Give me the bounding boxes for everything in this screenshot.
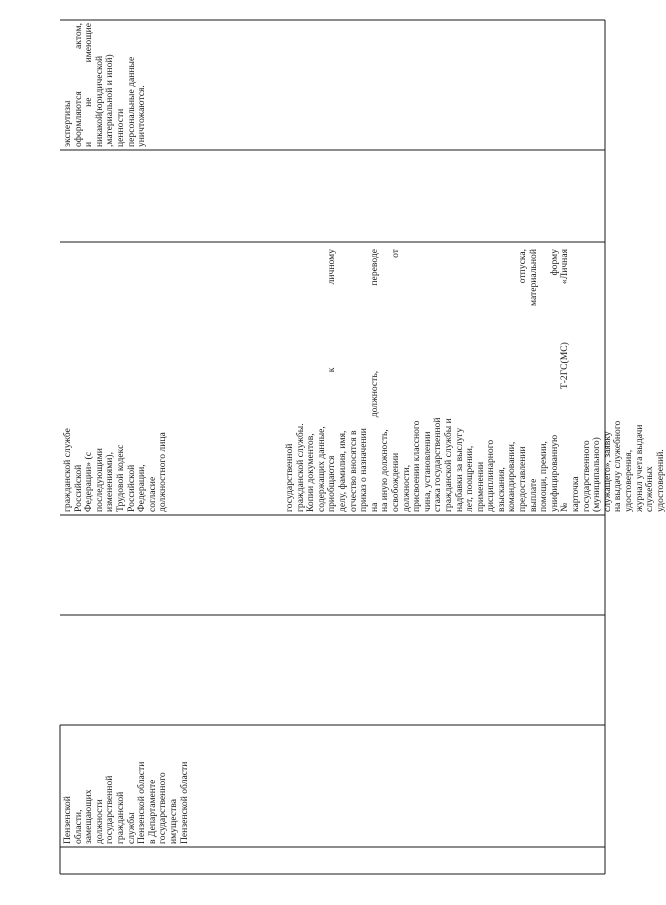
text-line: унифицированную форму: [548, 249, 560, 512]
text-line: лет, поощрении,: [464, 445, 476, 512]
text-line: Пензенской области: [178, 761, 190, 844]
text-line: Российской: [125, 464, 137, 512]
text-line: последующими: [93, 448, 105, 512]
text-line: персональные данные: [125, 56, 137, 147]
cell-expertise-text: [63, 23, 148, 147]
cell-empty-3: [63, 153, 603, 239]
text-line: служащего», заявку: [601, 431, 613, 512]
text-line: в Департаменте: [146, 779, 158, 844]
text-line: должности,: [400, 464, 412, 512]
cell-organization-text: [63, 728, 190, 844]
text-line: имущества: [167, 799, 179, 844]
text-line: приобщаются к личному: [326, 249, 338, 512]
text-line: (муниципального): [591, 437, 603, 512]
cell-documents-text: [285, 249, 666, 512]
text-line: гражданской службе: [62, 428, 73, 512]
text-line: области,: [72, 809, 84, 844]
cell-documents-text-wrap: [63, 245, 666, 512]
text-line: освобождении от: [389, 249, 401, 512]
text-line: Российской: [72, 464, 84, 512]
text-line: государственного: [157, 772, 169, 844]
cell-organization: [63, 728, 603, 844]
text-line: государственной: [284, 443, 295, 512]
cell-empty-2: [63, 518, 603, 612]
text-line: предоставлении отпуска,: [517, 249, 529, 512]
text-line: Пензенской области: [136, 761, 148, 844]
text-line: помощи, премии,: [538, 441, 550, 512]
text-line: должностного лица: [157, 432, 169, 512]
text-line: приказ о назначении: [358, 428, 370, 512]
text-line: стажа государственной: [432, 417, 444, 512]
text-line: государственной: [104, 775, 116, 844]
text-line: службы: [125, 812, 137, 844]
text-line: журнал учета выдачи: [633, 424, 645, 512]
text-line: отчество вносятся в: [347, 430, 359, 512]
text-line: Пензенской: [62, 796, 73, 844]
text-line: Копии документов,: [305, 433, 317, 512]
text-line: на иную должность,: [379, 429, 391, 512]
text-line: никакой(юридической: [93, 55, 105, 147]
text-line: Трудовой кодекс: [114, 444, 126, 512]
text-line: гражданской: [114, 791, 126, 844]
text-line: уничтожаются.: [136, 85, 148, 147]
text-line: удостоверения,: [623, 449, 634, 512]
text-line: экспертизы: [62, 100, 73, 147]
text-line: содержащих данные,: [315, 426, 327, 512]
cell-empty-bottom: [63, 850, 603, 872]
text-line: дисциплинарного: [485, 439, 497, 512]
text-line: должности: [93, 799, 105, 844]
cell-empty-1: [63, 618, 603, 722]
text-line: № Т-2ГС(МС) «Личная: [559, 249, 571, 512]
text-line: Федерации,: [136, 464, 148, 512]
text-line: командировании,: [506, 441, 518, 512]
text-line: гражданской службы.: [294, 423, 306, 512]
text-line: на должность, переводе: [368, 249, 380, 512]
text-line: замещающих: [83, 789, 95, 844]
text-line: ценности: [114, 108, 126, 147]
text-line: Федерации» (с: [83, 452, 95, 512]
text-line: чина, установлении: [421, 431, 433, 512]
text-line: оформляются актом,: [72, 23, 84, 147]
text-line: и не имеющие: [83, 23, 95, 147]
text-line: применении: [474, 461, 486, 512]
text-line: присвоении классного: [411, 420, 423, 512]
text-line: на выдачу служебного: [612, 420, 624, 512]
text-line: ,материальной и иной): [104, 54, 116, 147]
text-line: делу, фамилия, имя,: [336, 430, 348, 512]
text-line: карточка: [570, 476, 582, 512]
text-line: изменениями),: [104, 452, 116, 512]
text-line: согласие: [146, 476, 158, 512]
text-line: гражданской службы и: [442, 418, 454, 512]
cell-expertise: [63, 23, 603, 147]
text-line: выплате материальной: [527, 249, 539, 512]
text-line: государственного: [580, 440, 592, 512]
text-line: надбавки за выслугу: [453, 427, 465, 512]
text-line: удостоверений.: [654, 449, 666, 512]
text-line: взыскания,: [495, 467, 507, 512]
text-line: служебных: [644, 466, 656, 512]
